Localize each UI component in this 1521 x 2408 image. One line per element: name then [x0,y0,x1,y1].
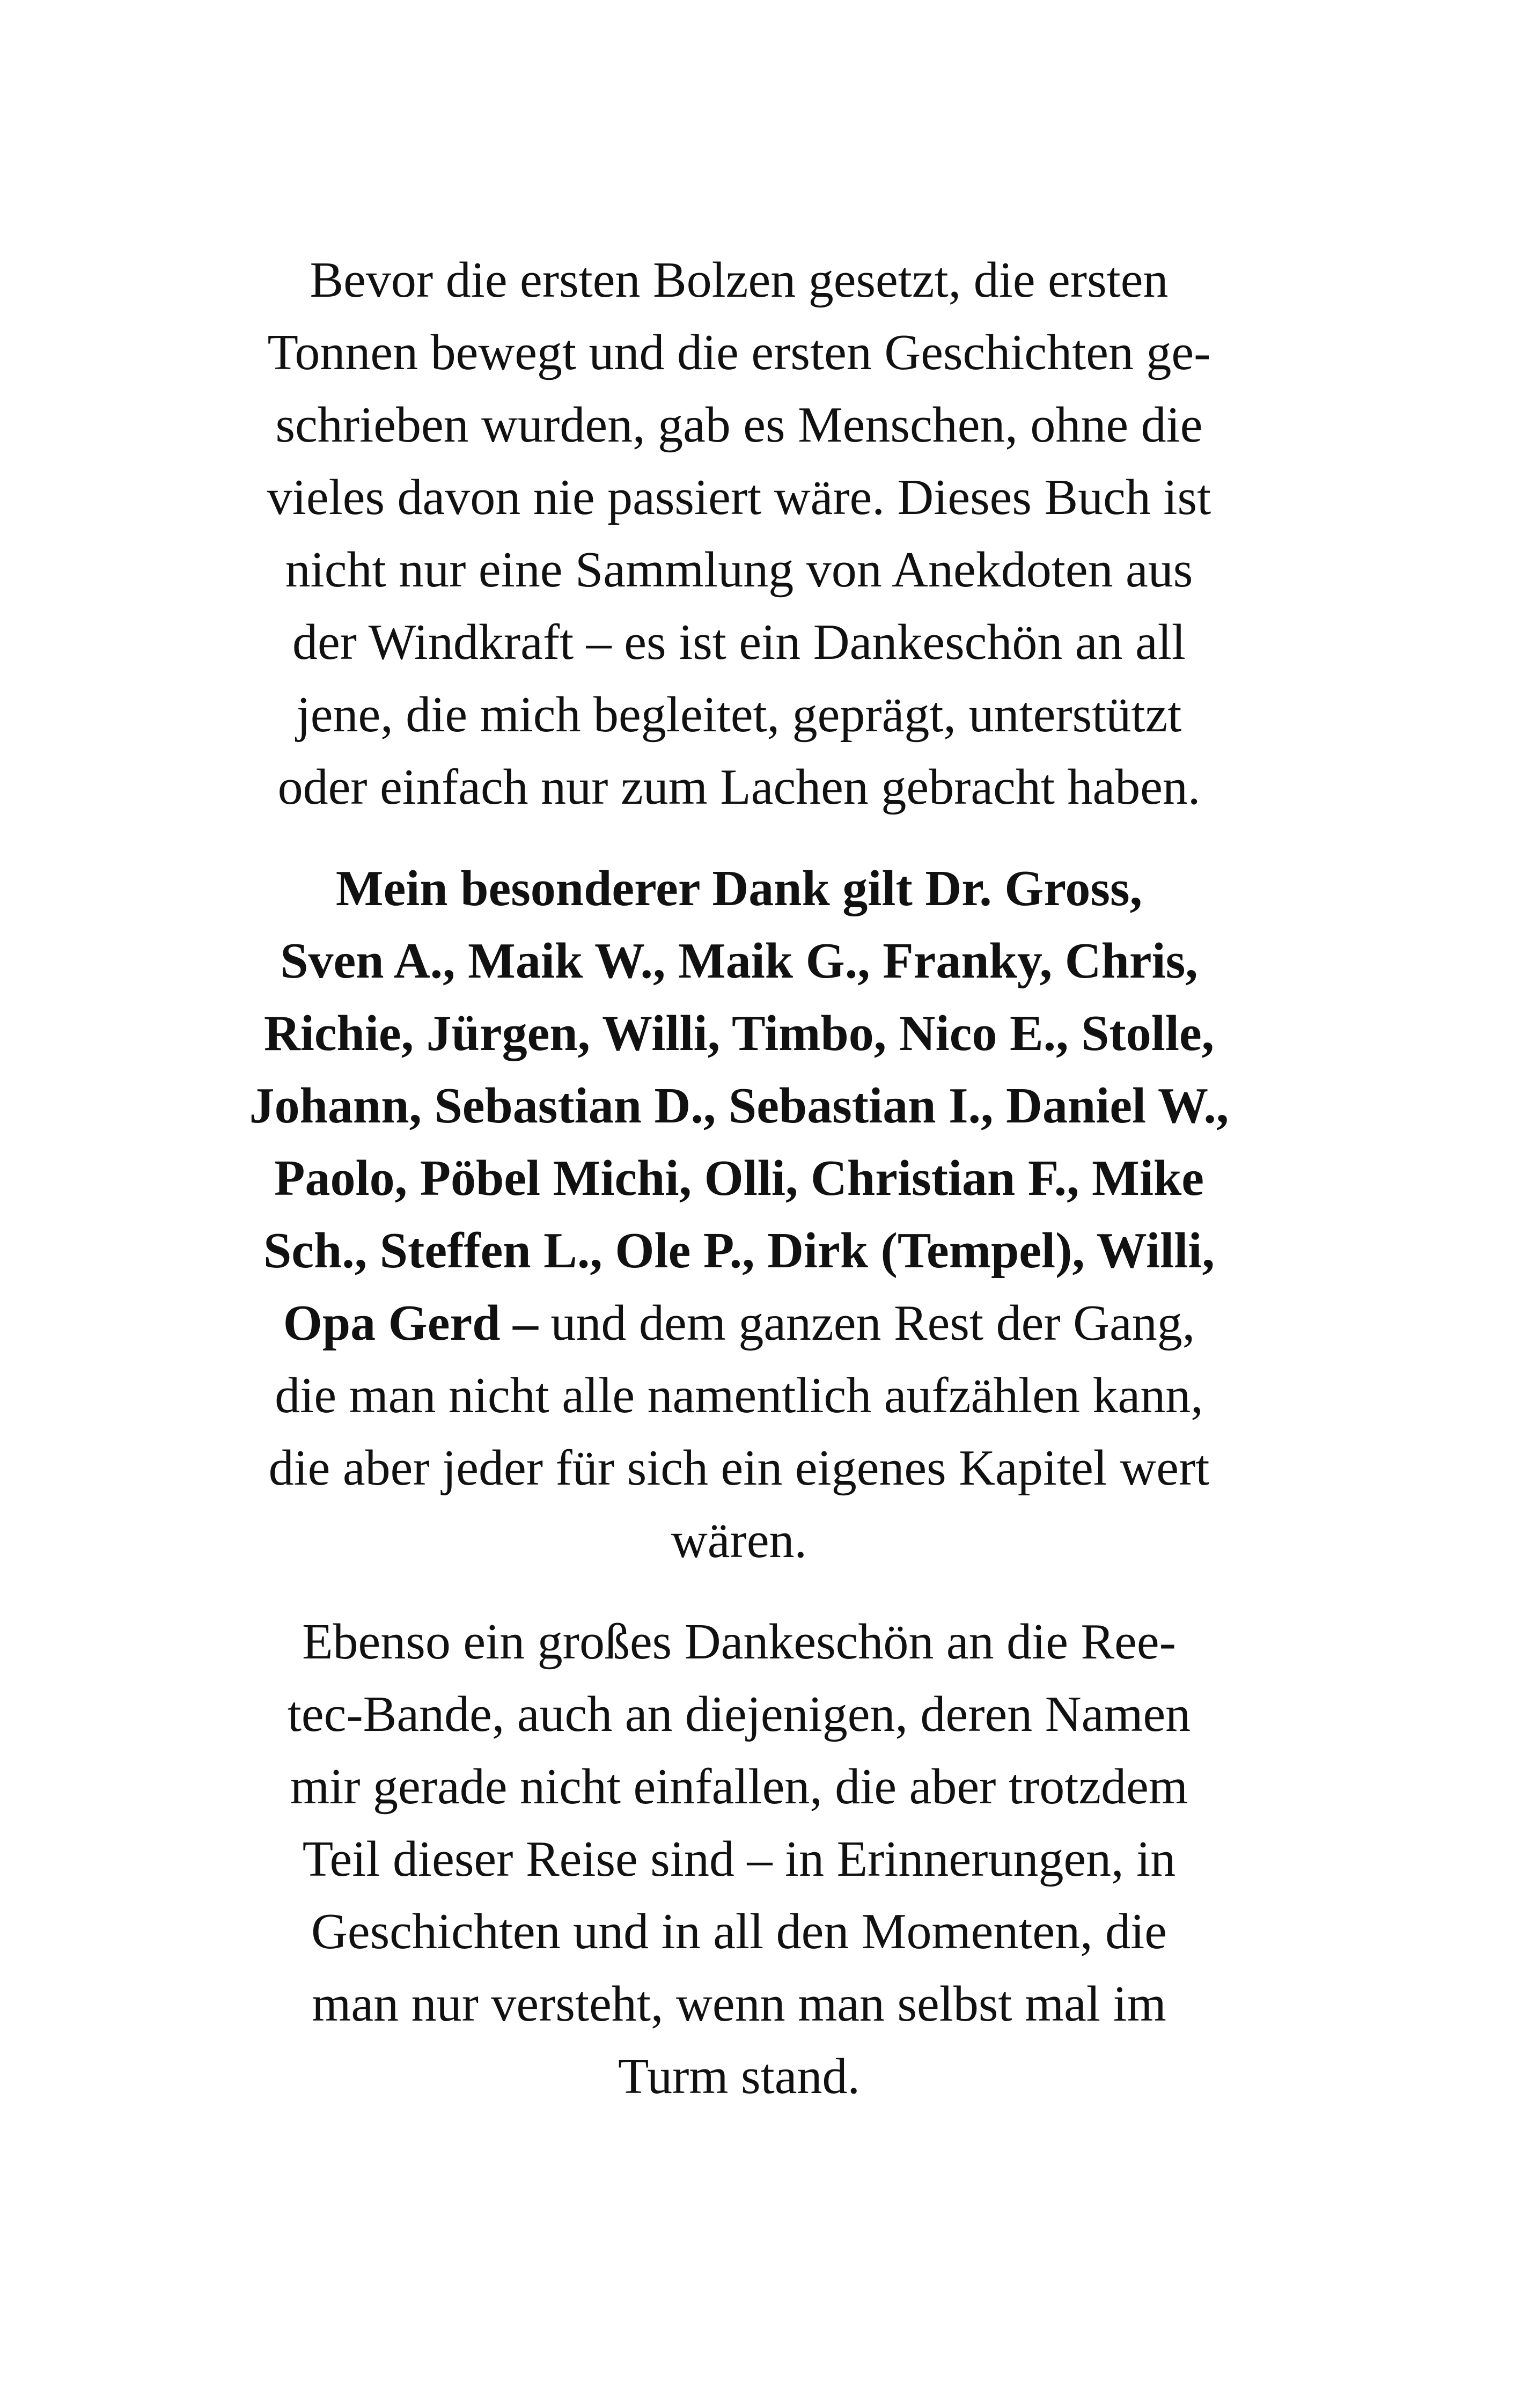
mixed-text-line [193,1287,1285,1360]
bold-text-line: Paolo, Pöbel Michi, Olli, Christian F., Mike [274,1150,1204,1206]
paragraph-intro [193,244,1285,824]
text-line: Ebenso ein großes Dankeschön an die Ree- [302,1614,1176,1670]
text-line: vieles davon nie passiert wäre. Dieses Buch ist [267,469,1211,525]
text-line: Geschichten und in all den Momenten, die [311,1904,1167,1959]
bold-text-line: Sch., Steffen L., Ole P., Dirk (Tempel), Willi, [263,1223,1215,1279]
text-line: die man nicht alle namentlich aufzählen kann, [275,1368,1203,1423]
bold-name-segment: Opa Gerd – [283,1295,538,1351]
text-line: schrieben wurden, gab es Menschen, ohne die [275,397,1203,453]
text-line: nicht nur eine Sammlung von Anekdoten aus [285,542,1193,598]
text-line: tec-Bande, auch an diejenigen, deren Namen [287,1686,1191,1742]
paragraph-reetec [193,1606,1285,2113]
text-line: Turm stand. [618,2049,860,2104]
text-line: mir gerade nicht einfallen, die aber trotzdem [290,1759,1188,1815]
document-page [193,244,1285,2113]
text-line: die aber jeder für sich ein eigenes Kapitel wert [268,1440,1210,1496]
text-line: Bevor die ersten Bolzen gesetzt, die ersten [310,252,1169,308]
regular-segment: und dem ganzen Rest der Gang, [538,1295,1195,1351]
text-line: Teil dieser Reise sind – in Erinnerungen, in [302,1831,1176,1887]
text-line: Tonnen bewegt und die ersten Geschichten ge- [267,325,1211,380]
text-line: oder einfach nur zum Lachen gebracht haben. [277,759,1201,815]
bold-text-line: Sven A., Maik W., Maik G., Franky, Chris, [280,933,1198,989]
text-line: jene, die mich begleitet, geprägt, unterstützt [296,687,1182,743]
paragraph-thanks [193,853,1285,1577]
text-line: der Windkraft – es ist ein Dankeschön an all [292,614,1186,670]
text-line: man nur versteht, wenn man selbst mal im [312,1976,1166,2032]
text-line: wären. [671,1513,807,1568]
bold-text-line: Johann, Sebastian D., Sebastian I., Daniel W., [249,1078,1229,1134]
bold-text-line: Richie, Jürgen, Willi, Timbo, Nico E., Stolle, [263,1005,1215,1061]
bold-text-line: Mein besonderer Dank gilt Dr. Gross, [335,861,1143,916]
